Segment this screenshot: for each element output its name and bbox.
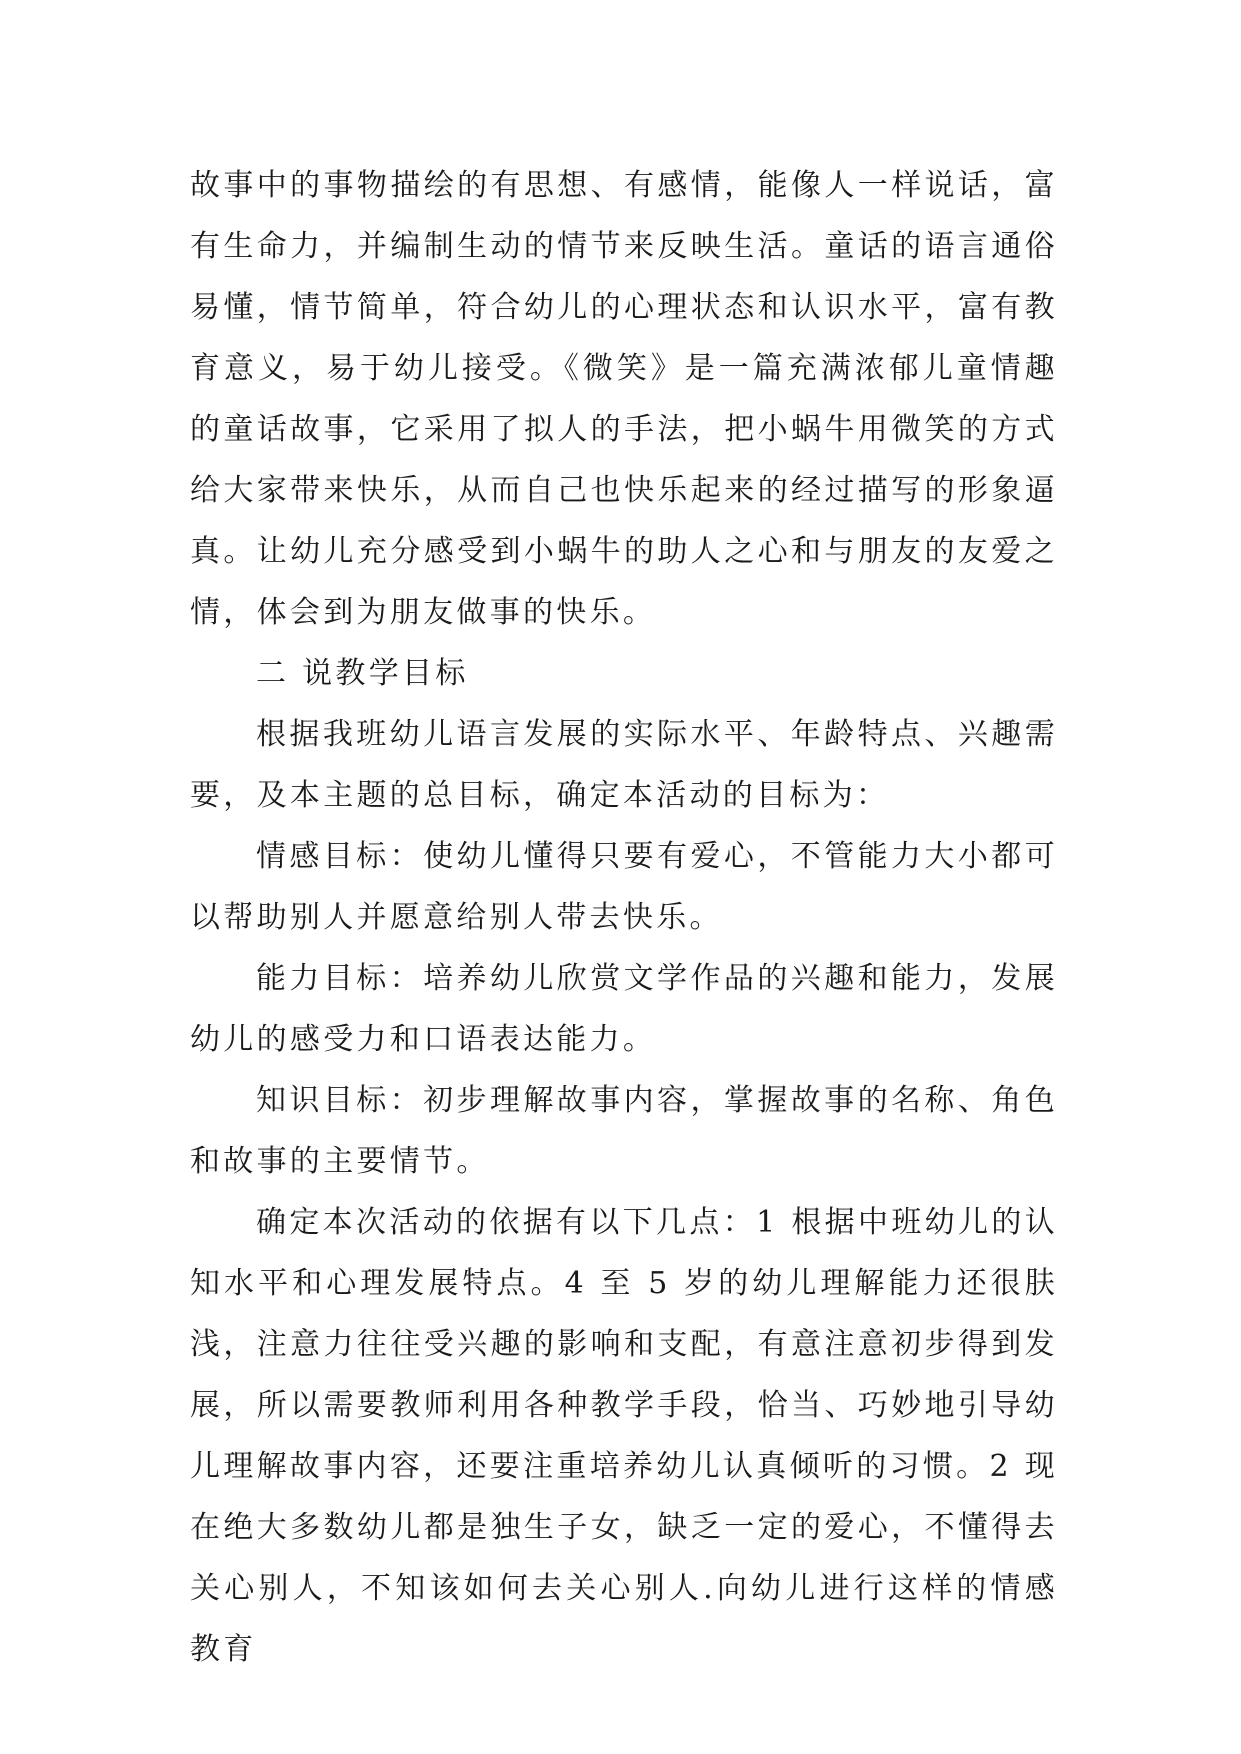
paragraph-story-description: 故事中的事物描绘的有思想、有感情，能像人一样说话，富有生命力，并编制生动的情节来反映生活。童话的语言通俗易懂，情节简单，符合幼儿的心理状态和认识水平，富有教育意义，易于幼儿接受。《微笑》是一篇充满浓郁儿童情趣的童话故事，它采用了拟人的手法，把小蜗牛用微笑的方式给大家带来快乐，从而自己也快乐起来的经过描写的形象逼真。让幼儿充分感受到小蜗牛的助人之心和与朋友的友爱之情，体会到为朋友做事的快乐。 bbox=[190, 168, 1058, 630]
paragraph-emotional-goal: 情感目标：使幼儿懂得只要有爱心，不管能力大小都可以帮助别人并愿意给别人带去快乐。 bbox=[190, 839, 1058, 935]
document-page bbox=[190, 155, 1058, 1680]
paragraph-ability-goal: 能力目标：培养幼儿欣赏文学作品的兴趣和能力，发展幼儿的感受力和口语表达能力。 bbox=[190, 961, 1058, 1057]
paragraph-goals-intro: 根据我班幼儿语言发展的实际水平、年龄特点、兴趣需要，及本主题的总目标，确定本活动的目标为： bbox=[190, 717, 1058, 813]
paragraph-activity-basis: 确定本次活动的依据有以下几点：1 根据中班幼儿的认知水平和心理发展特点。4 至 5 岁的幼儿理解能力还很肤浅，注意力往往受兴趣的影响和支配，有意注意初步得到发展，所以需要教师利用各种教学手段，恰当、巧妙地引导幼儿理解故事内容，还要注重培养幼儿认真倾听的习惯。2 现在绝大多数幼儿都是独生子女，缺乏一定的爱心，不懂得去关心别人，不知该如何去关心别人.向幼儿进行这样的情感教育 bbox=[190, 1205, 1058, 1667]
section-heading-teaching-goals: 二 说教学目标 bbox=[256, 656, 469, 691]
paragraph-knowledge-goal: 知识目标：初步理解故事内容，掌握故事的名称、角色和故事的主要情节。 bbox=[190, 1083, 1058, 1179]
